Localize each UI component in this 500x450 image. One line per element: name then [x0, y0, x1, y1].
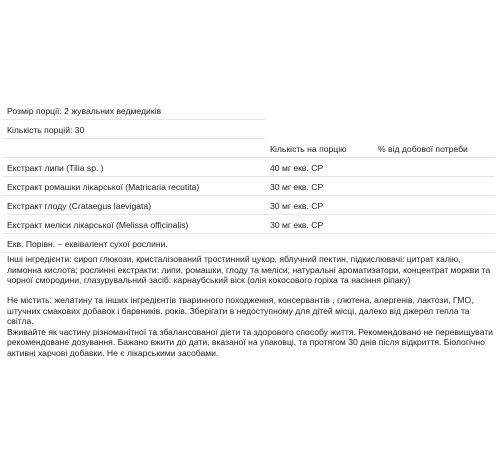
- servings-count-text: Кількість порцій: 30: [7, 124, 85, 135]
- footnote-row: [3, 235, 495, 253]
- footnote-text: Екв. Порівн. – еквівалент сухої рослини.: [7, 238, 168, 249]
- notes-line: Вживайте як частину різноманітної та збалансованої дієти та здорового способу життя. Рекомендовано не перевищувати: [7, 326, 493, 337]
- ingredient-name: Екстракт меліси лікарської (Melissa officinalis): [7, 219, 189, 230]
- table-row: [3, 197, 495, 215]
- daily-value-header: % від добової потреби: [378, 143, 468, 154]
- ingredient-amount: 40 мг екв. СР: [270, 162, 324, 173]
- notes-line: Не містить: желатину та інших інгредієнтів тваринного походження, консервантів , глютена, алергенів, лактози, ГМО,: [7, 295, 474, 305]
- ingredient-amount: 30 мг екв. СР: [270, 181, 324, 192]
- ingredient-amount: 30 мг екв. СР: [270, 219, 324, 230]
- other-ingredients: [7, 254, 497, 286]
- ingredient-name: Екстракт глоду (Crataegus laevigata): [7, 200, 152, 211]
- ingredients-line: чорної смородини, глазурувальний засіб: карнаубський віск (олія кокосового горіха та насіння ріпаку): [7, 275, 411, 286]
- notes-line: активні харчові добавки. Не є лікарськими засобами.: [7, 347, 219, 358]
- ingredient-name: Екстракт ромашки лікарської (Matricaria recutita): [7, 181, 200, 192]
- notes-line: рекомендоване дозування. Бажано вжити до дати, вказаної на упаковці, та протягом 30 днів після відкриття. Біологічно: [7, 337, 485, 348]
- ingredient-name: Екстракт липи (Tilia sp. ): [7, 162, 104, 173]
- table-header-row: [3, 140, 495, 158]
- table-row: [3, 216, 495, 234]
- servings-count-row: [3, 121, 265, 139]
- amount-per-serving-header: Кількість на порцію: [270, 143, 347, 154]
- table-row: [3, 178, 495, 196]
- table-row: [3, 159, 495, 177]
- serving-size-text: Розмір порції: 2 жувальних ведмедиків: [7, 105, 162, 116]
- serving-size-row: [3, 102, 265, 120]
- ingredients-line: лимонна кислота; рослинні екстракти: липи, ромашки, глоду та меліси; натуральні ароматизатори, концентрат моркви та: [7, 264, 491, 275]
- ingredients-line: Інші інгредієнти: сироп глюкози, кристалізований тростинний цукор, яблучний пектин, підкислювачі: цитрат калію,: [7, 254, 461, 264]
- warnings-and-storage: [7, 295, 497, 359]
- notes-line: штучних смакових добавок і барвників. років. Зберігати в недоступному для дітей місці, далеко від джерел тепла та світла.: [7, 305, 470, 327]
- ingredient-amount: 30 мг екв. СР: [270, 200, 324, 211]
